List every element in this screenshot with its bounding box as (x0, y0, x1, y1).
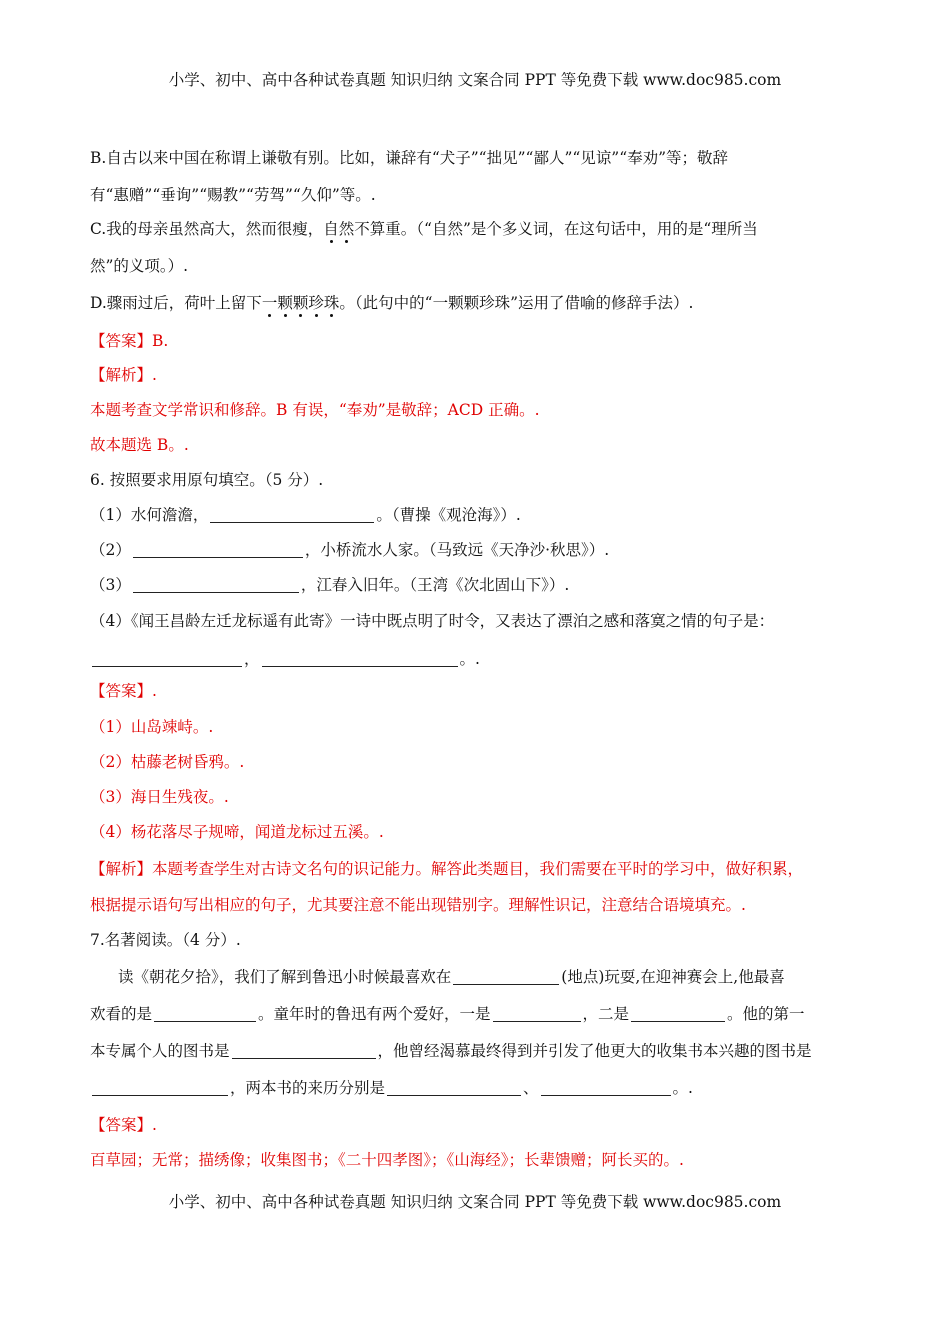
q7-text: ，两本书的来历分别是 (230, 1079, 386, 1097)
q5-answer: 【答案】B. (90, 332, 169, 350)
q7-answer-label: 【答案】. (90, 1116, 157, 1134)
q6-answer-2: （2）枯藤老树昏鸦。. (90, 753, 245, 771)
q6-item4-blanks (90, 648, 480, 670)
emphasis-char: 珠 (323, 294, 340, 312)
q6-item1-source: 。（曹操《观沧海》）. (376, 506, 521, 524)
fill-blank[interactable] (154, 1005, 256, 1022)
q6-item2-number: （2） (90, 541, 131, 559)
emphasis-char: 颗 (277, 294, 293, 312)
q5-option-b-line2: 有“惠赠”“垂询”“赐教”“劳驾”“久仰”等。. (90, 186, 376, 204)
q6-item4-end: 。. (459, 650, 480, 668)
fill-blank[interactable] (133, 576, 299, 593)
q7-text: 。他的第一 (727, 1005, 805, 1023)
q6-title: 6. 按照要求用原句填空。（5 分）. (90, 471, 324, 489)
q5-option-c-emphasis (323, 220, 354, 238)
q5-analysis-line2: 故本题选 B。. (90, 436, 189, 454)
q5-option-c-line2: 然”的义项。）. (90, 257, 189, 275)
q7-answer: 百草园；无常；描绣像；收集图书；《二十四孝图》；《山海经》；长辈馈赠；阿长买的。. (90, 1151, 684, 1169)
fill-blank[interactable] (232, 1042, 376, 1059)
q7-para-line2 (90, 1003, 805, 1025)
q7-text: 读《朝花夕拾》，我们了解到鲁迅小时候最喜欢在 (118, 968, 452, 986)
q5-option-c-line1 (90, 218, 758, 240)
emphasis-char: 一 (261, 294, 278, 312)
q6-item3 (90, 574, 569, 596)
fill-blank[interactable] (493, 1005, 581, 1022)
fill-blank[interactable] (387, 1079, 521, 1096)
emphasis-char: 自 (323, 220, 339, 238)
q6-analysis-line2: 根据提示语句写出相应的句子，尤其要注意不能出现错别字。理解性识记，注意结合语境填充。. (90, 896, 746, 914)
q5-option-c-post: 不算重。（“自然”是个多义词，在这句话中，用的是“理所当 (354, 220, 758, 238)
q6-item2-prompt: ，小桥流水人家。（马致远《天净沙·秋思》）. (304, 541, 610, 559)
q6-answer-4: （4）杨花落尽子规啼，闻道龙标过五溪。. (90, 823, 384, 841)
page-footer: 小学、初中、高中各种试卷真题 知识归纳 文案合同 PPT 等免费下载 www.doc985.com (168, 1193, 782, 1211)
fill-blank[interactable] (133, 541, 303, 558)
page-header: 小学、初中、高中各种试卷真题 知识归纳 文案合同 PPT 等免费下载 www.doc985.com (168, 71, 782, 89)
q7-text: 本专属个人的图书是 (90, 1042, 230, 1060)
q6-answer-3: （3）海日生残夜。. (90, 788, 229, 806)
q7-para-line1 (118, 966, 785, 988)
q7-title: 7.名著阅读。（4 分）. (90, 931, 241, 949)
emphasis-char: 颗 (292, 294, 309, 312)
fill-blank[interactable] (262, 650, 458, 667)
q6-item1-prompt: （1）水何澹澹， (90, 506, 209, 524)
q7-text: 欢看的是 (90, 1005, 153, 1023)
q7-text: ，他曾经渴慕最终得到并引发了他更大的收集书本兴趣的图书是 (377, 1042, 812, 1060)
q7-text: 。童年时的鲁迅有两个爱好，一是 (258, 1005, 491, 1023)
q6-item2 (90, 539, 609, 561)
fill-blank[interactable] (92, 650, 242, 667)
fill-blank[interactable] (541, 1079, 671, 1096)
q5-option-d-pre: D.骤雨过后，荷叶上留下 (90, 294, 262, 312)
q5-analysis-label: 【解析】. (90, 366, 157, 384)
q7-text: 、 (523, 1079, 539, 1097)
q5-analysis-line1: 本题考查文学常识和修辞。B 有误，“奉劝”是敬辞；ACD 正确。. (90, 401, 540, 419)
q6-item3-prompt: ，江春入旧年。（王湾《次北固山下》）. (300, 576, 570, 594)
emphasis-char: 然 (338, 220, 355, 238)
fill-blank[interactable] (631, 1005, 725, 1022)
q6-item1 (90, 504, 521, 526)
q5-option-d (90, 292, 693, 314)
q5-option-c-pre: C.我的母亲虽然高大，然而很瘦， (90, 220, 324, 238)
q5-option-d-emphasis (262, 294, 340, 312)
q6-item4: （4）《闻王昌龄左迁龙标遥有此寄》一诗中既点明了时令，又表达了漂泊之感和落寞之情的句子是： (90, 612, 775, 630)
q6-answer-label: 【答案】. (90, 682, 157, 700)
q6-item4-separator: ， (244, 650, 260, 668)
q6-answer-1: （1）山岛竦峙。. (90, 718, 214, 736)
fill-blank[interactable] (453, 968, 559, 985)
q7-text: 。. (672, 1079, 693, 1097)
fill-blank[interactable] (92, 1079, 228, 1096)
q6-item3-number: （3） (90, 576, 131, 594)
q5-option-b-line1: B.自古以来中国在称谓上谦敬有别。比如，谦辞有“犬子”“拙见”“鄙人”“见谅”“奉劝”等；敬辞 (90, 149, 729, 167)
emphasis-char: 珍 (308, 294, 324, 312)
q7-para-line3 (90, 1040, 812, 1062)
q5-option-d-post: 。（此句中的“一颗颗珍珠”运用了借喻的修辞手法）. (339, 294, 694, 312)
q7-text: (地点)玩耍,在迎神赛会上,他最喜 (561, 968, 785, 986)
q6-analysis-line1: 【解析】本题考查学生对古诗文名句的识记能力。解答此类题目，我们需要在平时的学习中，做好积累， (90, 860, 804, 878)
q7-para-line4 (90, 1077, 693, 1099)
q7-text: ，二是 (582, 1005, 630, 1023)
fill-blank[interactable] (210, 506, 374, 523)
